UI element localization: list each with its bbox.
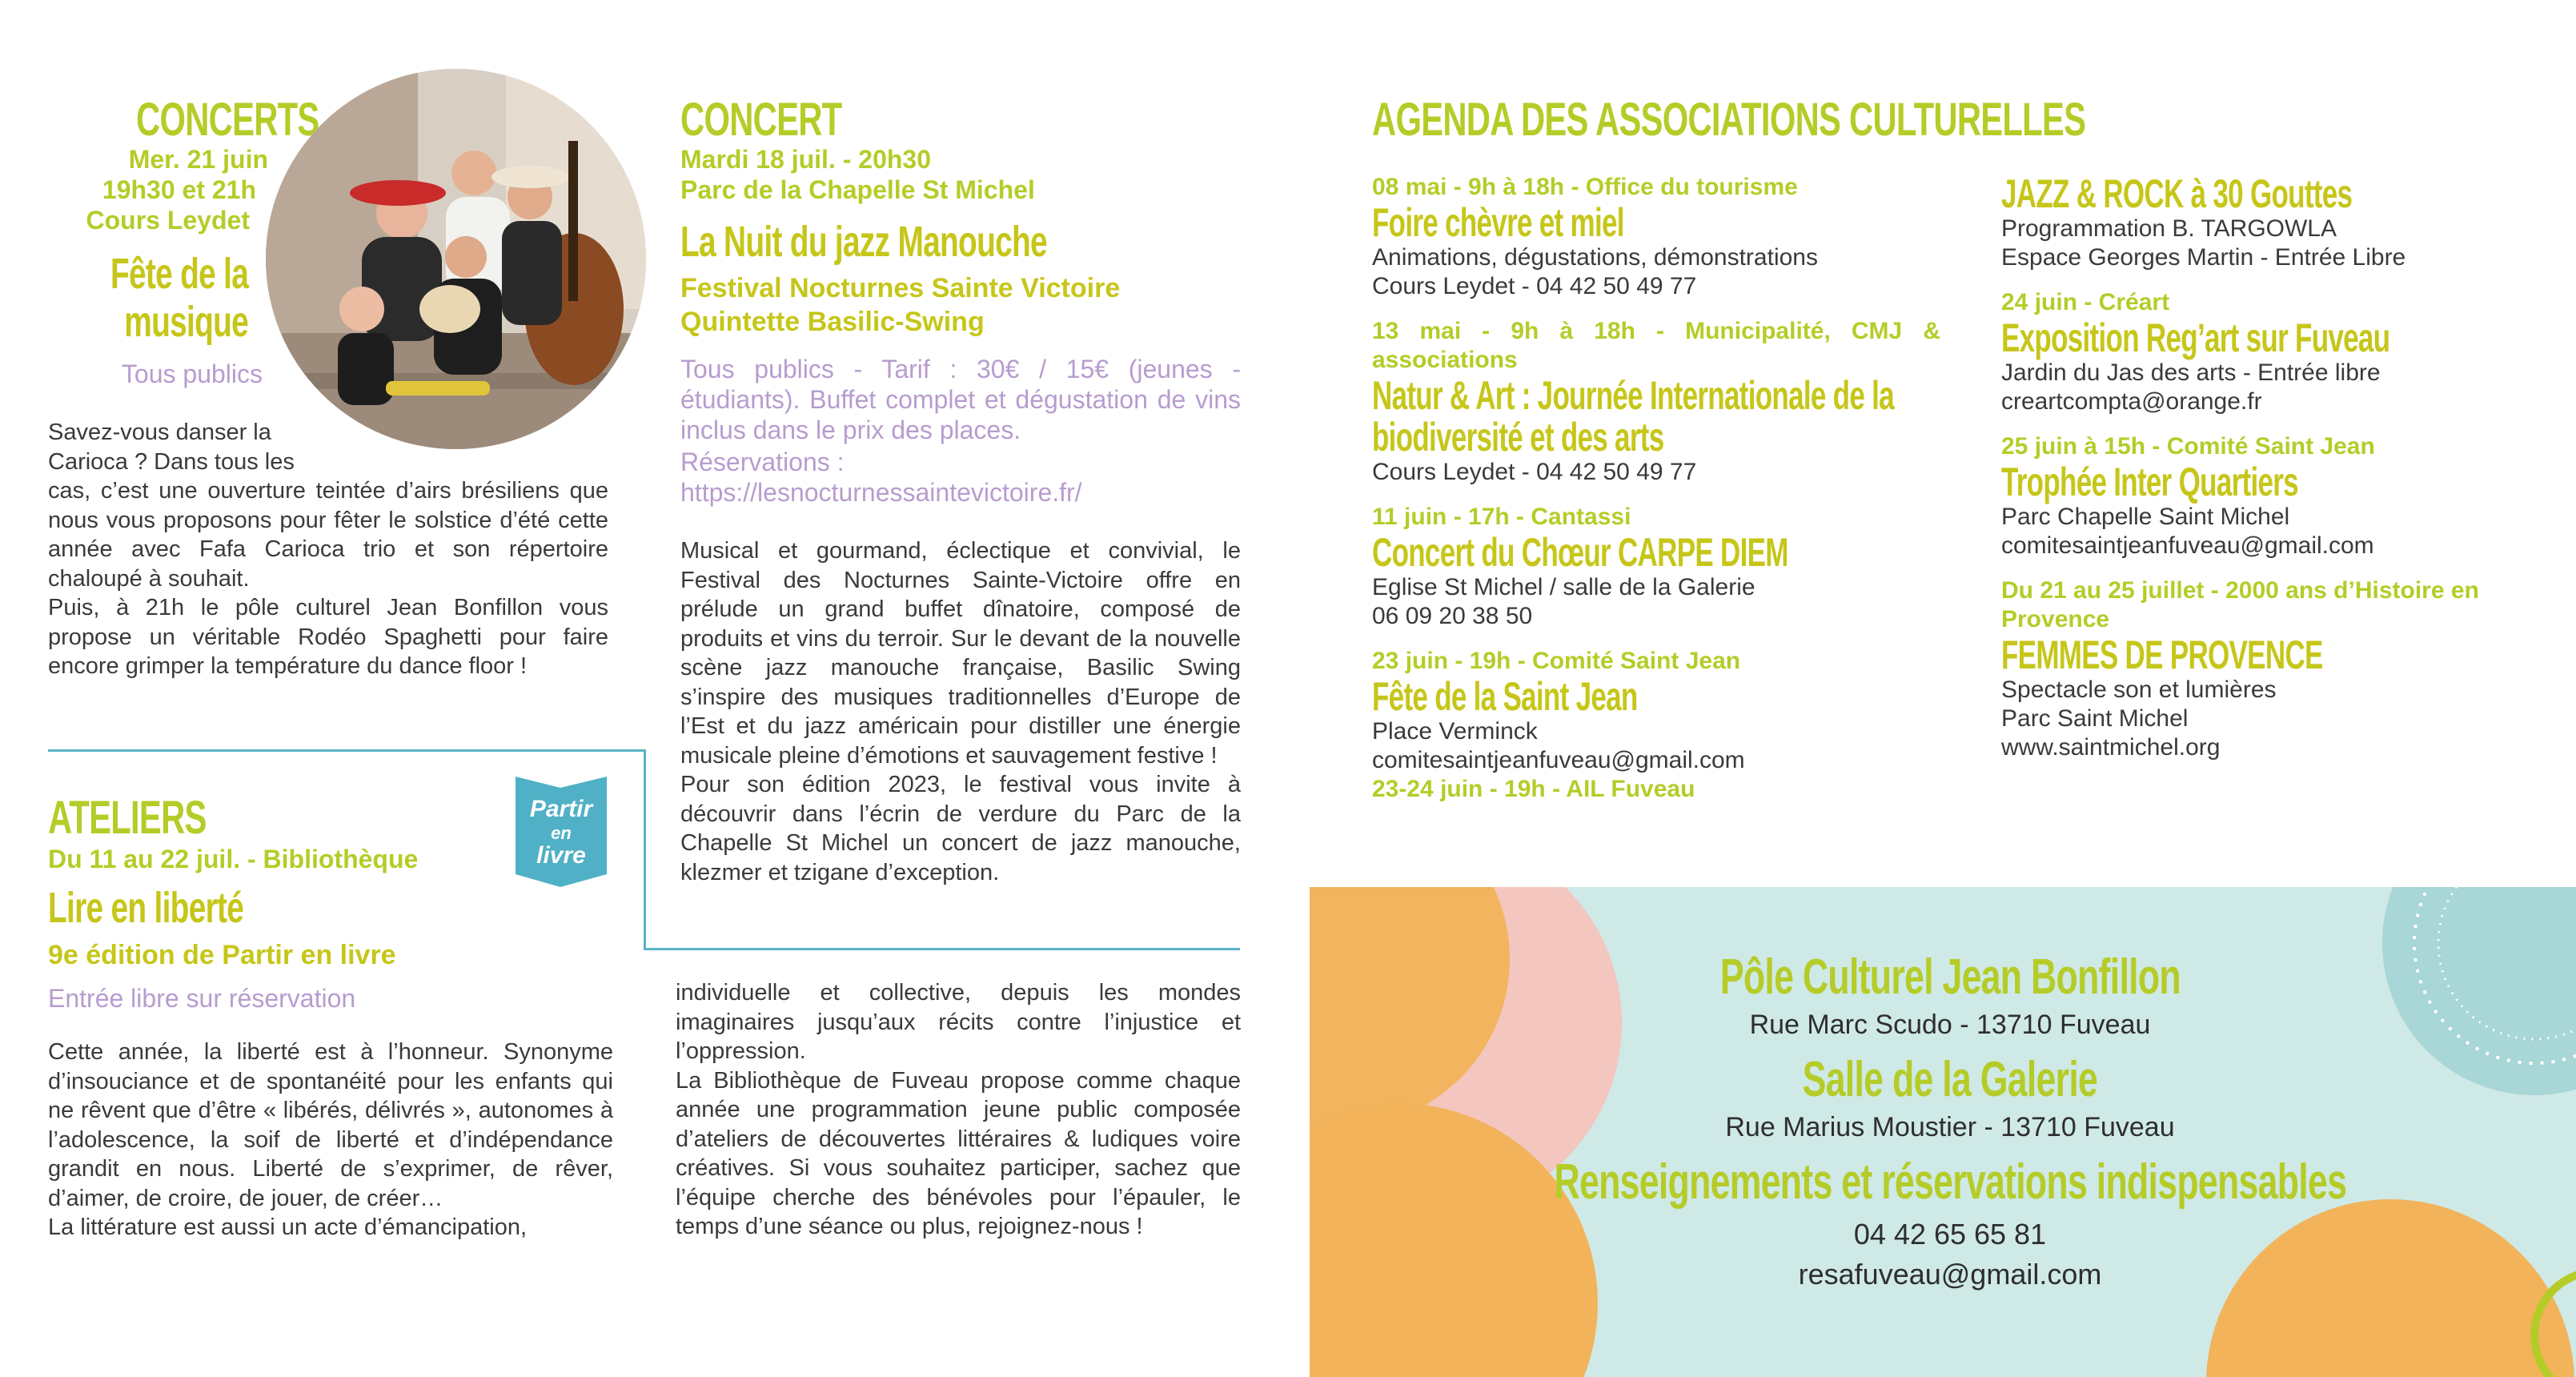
- agenda-item-saint-jean: [1372, 647, 1940, 775]
- logo-word-3: livre: [536, 842, 586, 869]
- concert-date: Mardi 18 juil. - 20h30: [680, 145, 931, 174]
- agenda-item-line: Jardin du Jas des arts - Entrée libre: [2001, 359, 2381, 386]
- concerts-body-p1: Savez-vous danser la: [48, 420, 271, 445]
- agenda-col2: [2001, 173, 2570, 762]
- agenda-item-line: www.saintmichel.org: [2001, 734, 2221, 761]
- agenda-item-foire: [1372, 173, 1940, 301]
- agenda-item-title: Fête de la Saint Jean: [1372, 674, 1638, 719]
- ateliers-body-left: [48, 1038, 613, 1243]
- ateliers-body-right-p2: La Bibliothèque de Fuveau propose comme chaque année une programmation jeune public composée d’ateliers de découvertes littéraires & ludiques voire créatives. Si vous souhaitez participer, sachez que l’équipe cherche des bénévoles pour l’épauler, le temps d’une séance ou plus, rejoignez-nous !: [676, 1067, 1241, 1239]
- agenda-item-ail: [1372, 775, 1940, 804]
- agenda-item-line: comitesaintjeanfuveau@gmail.com: [2001, 532, 2374, 559]
- agenda-item-date: 11 juin - 17h - Cantassi: [1372, 504, 1631, 530]
- agenda-item-date: Du 21 au 25 juillet - 2000 ans d’Histoire en Provence: [2001, 577, 2479, 632]
- contact-info-heading-text: Renseignements et réservations indispensables: [1554, 1154, 2346, 1210]
- ateliers-body-left-p1: Cette année, la liberté est à l’honneur. Synonyme d’insouciance et de spontanéité pour les enfants qui ne rêvent que d’être « libérés, délivrés », autonomes à l’adolescence, la soif de liberté et d’indépendance grandit en nous. Liberté de s’exprimer, de rêver, d’aimer, de croire, de jouer, de créer…: [48, 1039, 613, 1211]
- agenda-item-title: Natur & Art : Journée Internationale de la biodiversité et des arts: [1372, 373, 1894, 460]
- agenda-item-jazz-rock: [2001, 173, 2570, 272]
- ateliers-body-right-p1: individuelle et collective, depuis les mondes imaginaires jusqu’aux récits contre l’injustice et l’oppression.: [676, 980, 1241, 1064]
- contact-phone[interactable]: 04 42 65 65 81: [1853, 1218, 2047, 1251]
- agenda-item-line: Eglise St Michel / salle de la Galerie: [1372, 574, 1755, 600]
- concert-heading: CONCERT: [680, 94, 842, 146]
- contact-venue1-text: Pôle Culturel Jean Bonfillon: [1719, 949, 2181, 1005]
- agenda-item-date: 13 mai - 9h à 18h - Municipalité, CMJ & associations: [1372, 318, 1940, 373]
- concert-subtitle2: Quintette Basilic-Swing: [680, 307, 985, 337]
- concert-info: Tous publics - Tarif : 30€ / 15€ (jeunes - étudiants). Buffet complet et dégustation de vins inclus dans le prix des places.: [680, 355, 1241, 444]
- agenda-item-date: 23 juin - 19h - Comité Saint Jean: [1372, 648, 1741, 674]
- contact-venue2: [1310, 1054, 2576, 1106]
- divider-horizontal-right: [644, 948, 1240, 950]
- concerts-heading: CONCERTS: [136, 94, 319, 146]
- agenda-item-line: Parc Saint Michel: [2001, 705, 2189, 732]
- agenda-item-date: 25 juin à 15h - Comité Saint Jean: [2001, 433, 2375, 460]
- agenda-item-line: Parc Chapelle Saint Michel: [2001, 504, 2290, 530]
- concerts-body-p3: cas, c’est une ouverture teintée d’airs brésiliens que nous vous proposons pour fêter le solstice d’été cette année avec Fafa Carioca trio et son répertoire chaloupé à souhait.: [48, 478, 608, 592]
- ateliers-title: Lire en liberté: [48, 884, 244, 932]
- agenda-item-title: Concert du Chœur CARPE DIEM: [1372, 530, 1788, 575]
- concerts-body: [48, 418, 608, 681]
- agenda-item-line: Cours Leydet - 04 42 50 49 77: [1372, 459, 1697, 485]
- agenda-item-regart: [2001, 288, 2570, 416]
- contact-venue1: [1310, 951, 2576, 1004]
- concert-place: Parc de la Chapelle St Michel: [680, 175, 1035, 204]
- logo-word-1: Partir: [529, 796, 593, 822]
- agenda-item-line: Spectacle son et lumières: [2001, 676, 2277, 703]
- concert-reservations-label: Réservations :: [680, 448, 845, 476]
- concerts-body-p2: Carioca ? Dans tous les: [48, 448, 295, 475]
- agenda-item-carpe-diem: [1372, 503, 1940, 631]
- concert-body-p1: Musical et gourmand, éclectique et convivial, le Festival des Nocturnes Sainte-Victoire offre en prélude un grand buffet dînatoire, composé de produits et vins du terroir. Sur le devant de la nouvelle scène jazz manouche française, Basilic Swing s’inspire des musiques traditionnelles d’Europe de l’Est et du jazz américain pour distiller une énergie musicale pleine d’émotions et sauvagement festive !: [680, 538, 1241, 769]
- concert-subtitle1: Festival Nocturnes Sainte Victoire: [680, 273, 1121, 303]
- agenda-item-title: Foire chèvre et miel: [1372, 200, 1624, 245]
- contact-panel: [1310, 887, 2576, 1377]
- concerts-audience: Tous publics: [121, 359, 263, 388]
- agenda-item-line: creartcompta@orange.fr: [2001, 388, 2262, 415]
- concerts-title-line1: Fête de la: [110, 250, 248, 298]
- agenda-item-title: Exposition Reg’art sur Fuveau: [2001, 315, 2390, 360]
- partir-en-livre-logo: [512, 770, 610, 890]
- agenda-item-line: Programmation B. TARGOWLA: [2001, 215, 2337, 242]
- ateliers-subtitle: 9e édition de Partir en livre: [48, 940, 396, 970]
- ateliers-body-right: [676, 978, 1241, 1242]
- concerts-title: [48, 250, 248, 346]
- agenda-item-date: 24 juin - Créart: [2001, 289, 2170, 315]
- agenda-item-line: Cours Leydet - 04 42 50 49 77: [1372, 273, 1697, 299]
- agenda-item-natur-art: [1372, 317, 1940, 487]
- agenda-item-line: 06 09 20 38 50: [1372, 603, 1533, 629]
- agenda-item-line: Espace Georges Martin - Entrée Libre: [2001, 244, 2406, 271]
- contact-address2: Rue Marius Moustier - 13710 Fuveau: [1725, 1112, 2175, 1142]
- agenda-item-line: comitesaintjeanfuveau@gmail.com: [1372, 747, 1745, 773]
- logo-word-2: en: [551, 823, 572, 843]
- agenda-item-line: Place Verminck: [1372, 718, 1538, 745]
- book-icon: [512, 770, 610, 890]
- ateliers-heading: ATELIERS: [48, 792, 207, 844]
- concert-reservations-link[interactable]: https://lesnocturnessaintevictoire.fr/: [680, 478, 1082, 507]
- agenda-item-trophee: [2001, 432, 2570, 560]
- agenda-item-title: FEMMES DE PROVENCE: [2001, 632, 2323, 677]
- ateliers-body-left-p2: La littérature est aussi un acte d’émancipation,: [48, 1214, 528, 1240]
- agenda-item-femmes-provence: [2001, 576, 2570, 762]
- contact-info-heading: [1310, 1156, 2576, 1209]
- agenda-item-title: Trophée Inter Quartiers: [2001, 460, 2298, 504]
- concerts-body-p4: Puis, à 21h le pôle culturel Jean Bonfillon vous propose un véritable Rodéo Spaghetti pour faire encore grimper la température du dance floor !: [48, 595, 608, 679]
- agenda-item-line: Animations, dégustations, démonstrations: [1372, 244, 1818, 271]
- concerts-time: 19h30 et 21h: [102, 175, 256, 204]
- agenda-col1: [1372, 173, 1940, 804]
- concerts-place: Cours Leydet: [86, 206, 250, 235]
- agenda-heading: AGENDA DES ASSOCIATIONS CULTURELLES: [1372, 94, 2086, 146]
- agenda-item-title: JAZZ & ROCK à 30 Gouttes: [2001, 171, 2353, 216]
- concerts-title-line2: musique: [124, 298, 248, 346]
- band-photo-illustration: [266, 69, 646, 449]
- band-photo: [266, 69, 646, 449]
- concerts-date: Mer. 21 juin: [128, 145, 268, 174]
- contact-address1: Rue Marc Scudo - 13710 Fuveau: [1749, 1010, 2151, 1040]
- agenda-item-date: 23-24 juin - 19h - AIL Fuveau: [1372, 776, 1695, 802]
- ateliers-note: Entrée libre sur réservation: [48, 984, 356, 1013]
- concert-title: La Nuit du jazz Manouche: [680, 218, 1047, 266]
- ateliers-date: Du 11 au 22 juil. - Bibliothèque: [48, 845, 419, 873]
- contact-email[interactable]: resafuveau@gmail.com: [1798, 1258, 2102, 1291]
- concert-body: [680, 536, 1241, 887]
- divider-vertical: [644, 749, 646, 949]
- concert-body-p2: Pour son édition 2023, le festival vous invite à découvrir dans l’écrin de verdure du Parc de la Chapelle St Michel un concert de jazz manouche, klezmer et tzigane d’exception.: [680, 772, 1241, 885]
- contact-venue2-text: Salle de la Galerie: [1802, 1052, 2098, 1107]
- agenda-item-date: 08 mai - 9h à 18h - Office du tourisme: [1372, 174, 1798, 200]
- divider-horizontal-left: [48, 749, 645, 752]
